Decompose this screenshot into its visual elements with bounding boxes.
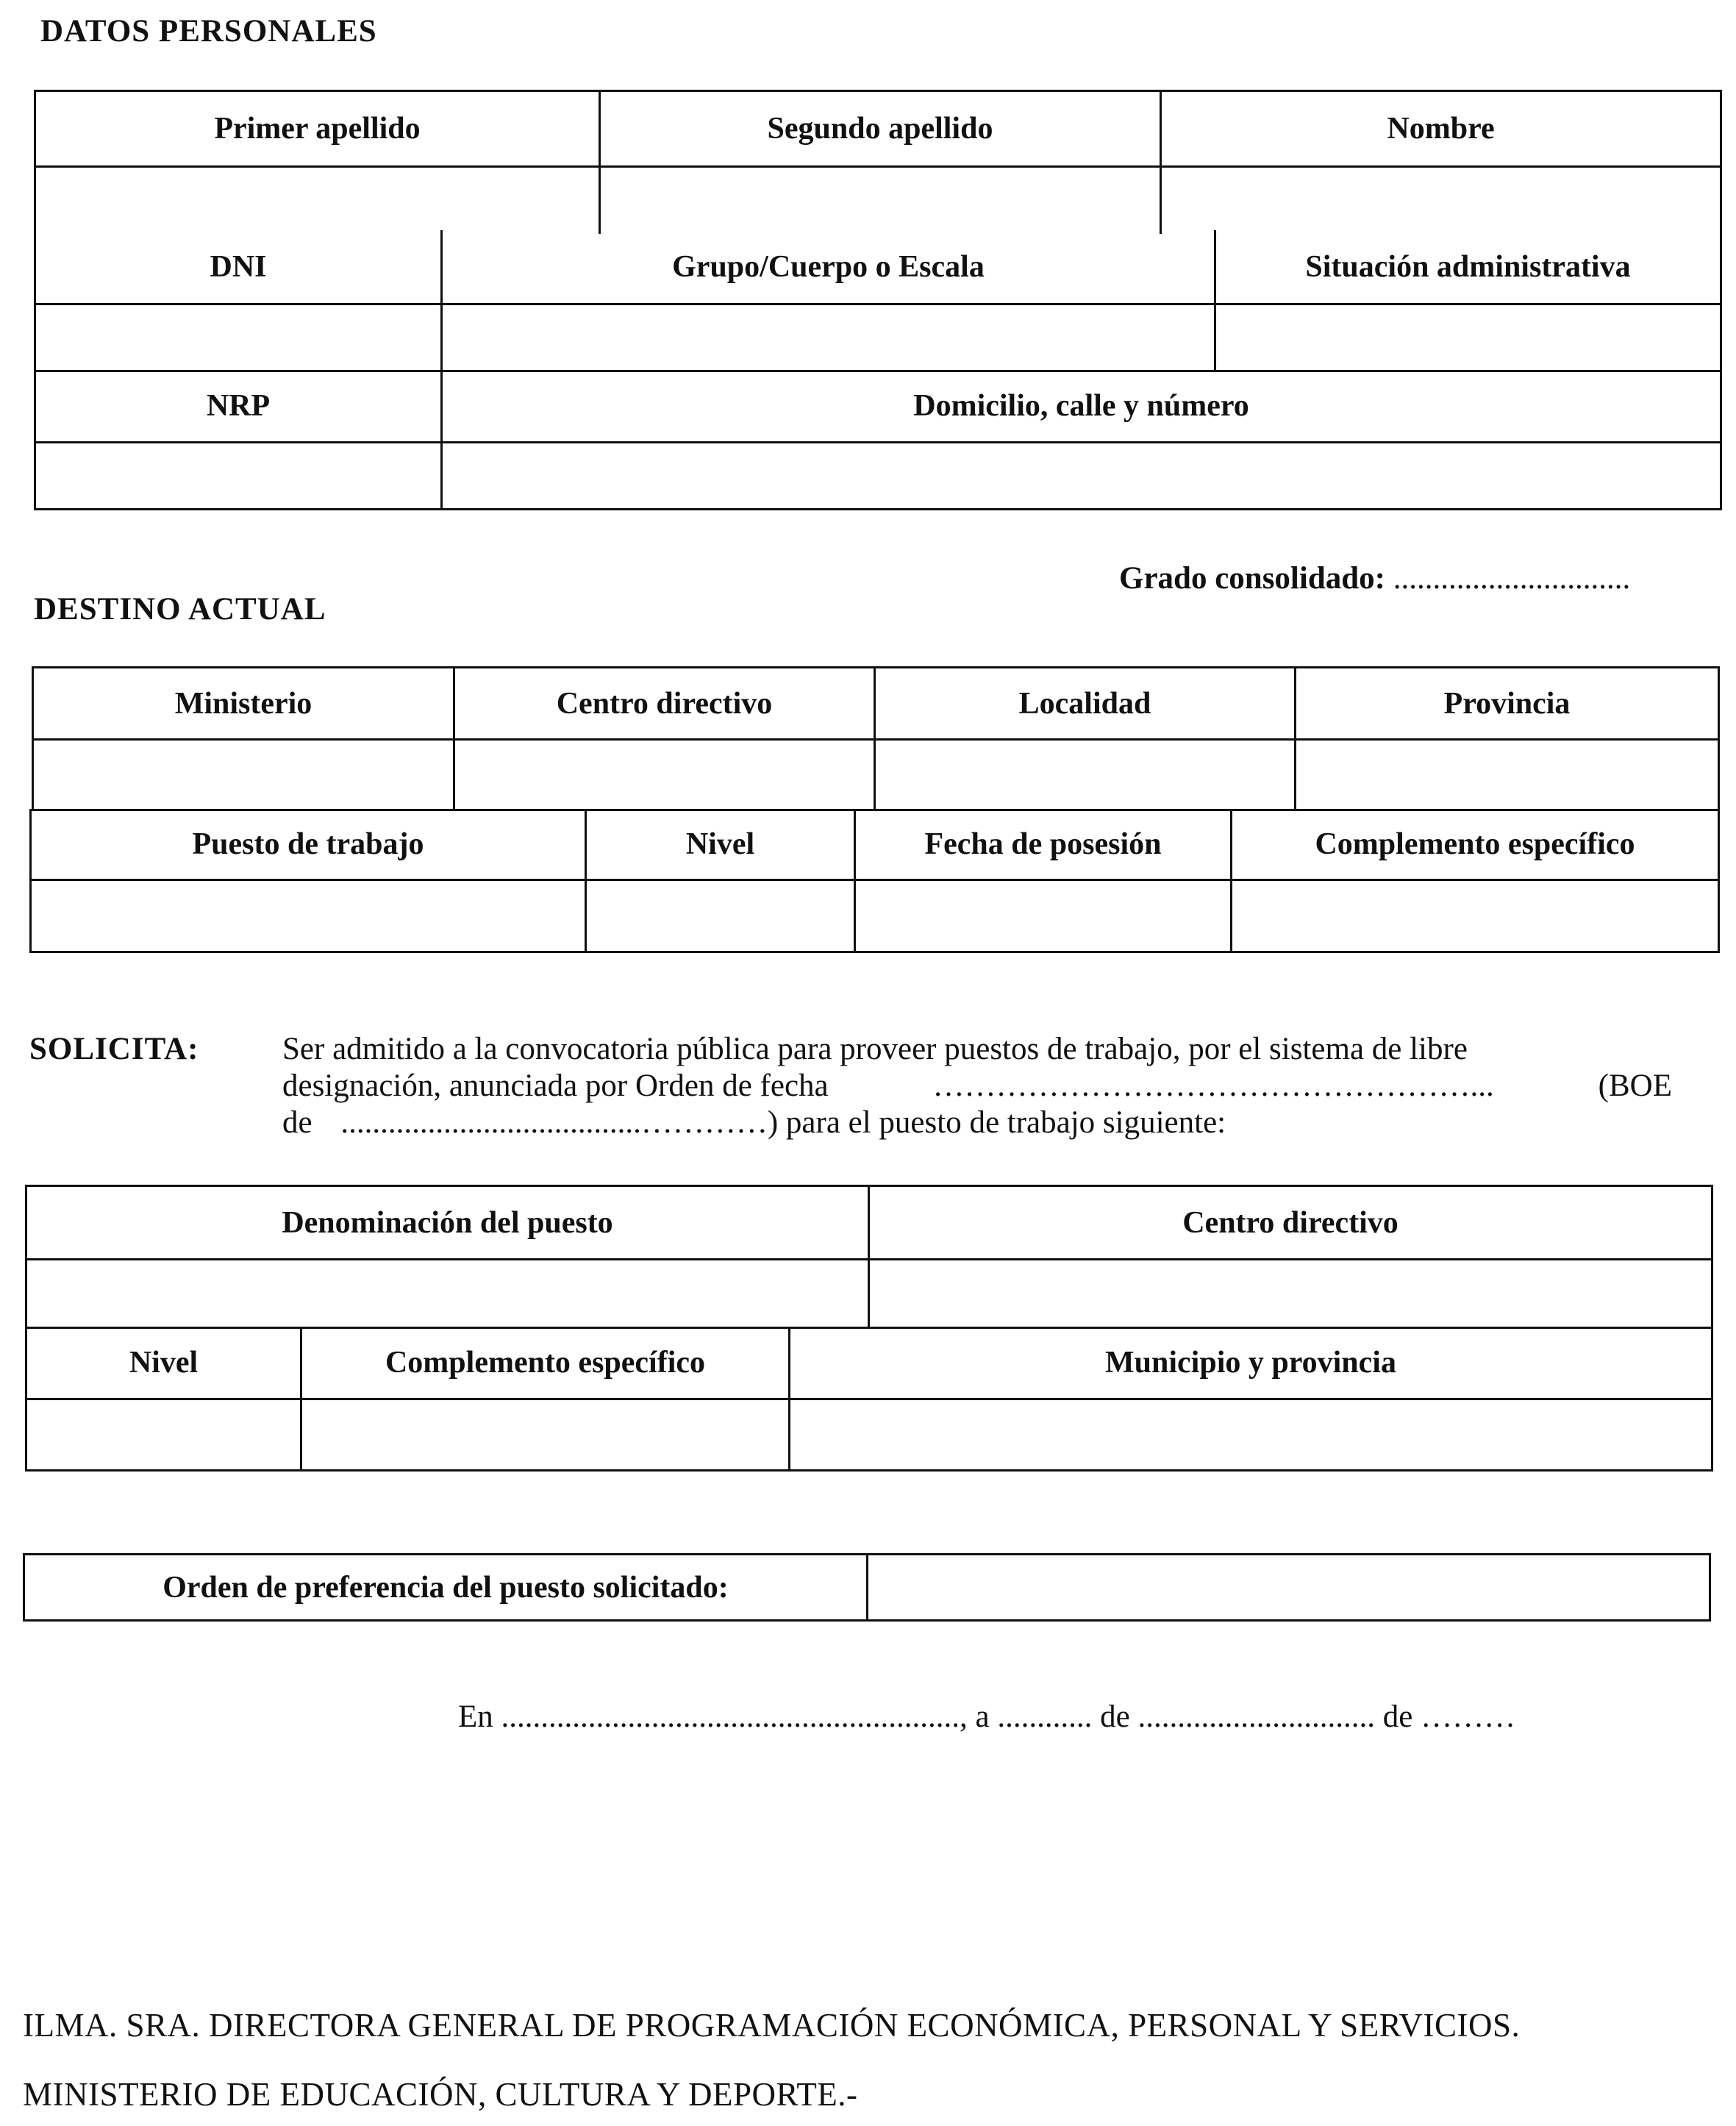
fecha-de-2: de xyxy=(1382,1699,1413,1734)
section-title-destino-actual: DESTINO ACTUAL xyxy=(34,592,326,627)
header-provincia: Provincia xyxy=(1296,668,1718,741)
header-denominacion-del-puesto: Denominación del puesto xyxy=(27,1187,870,1260)
solicita-line-2 xyxy=(282,1068,1672,1105)
solicita-line-2-start: designación, anunciada por Orden de fecha xyxy=(282,1069,829,1103)
field-complemento-especifico[interactable] xyxy=(1232,881,1718,951)
header-puesto-centro-directivo: Centro directivo xyxy=(870,1187,1711,1260)
field-domicilio[interactable] xyxy=(443,443,1720,508)
header-domicilio: Domicilio, calle y número xyxy=(443,370,1720,443)
addressee-line-2: MINISTERIO DE EDUCACIÓN, CULTURA Y DEPORTE.- xyxy=(23,2076,858,2113)
fecha-lugar-line xyxy=(458,1699,1515,1736)
section-title-datos-personales: DATOS PERSONALES xyxy=(40,14,377,49)
field-primer-apellido[interactable] xyxy=(36,168,601,234)
header-puesto-complemento-especifico: Complemento específico xyxy=(302,1327,790,1400)
field-municipio-y-provincia[interactable] xyxy=(790,1400,1711,1469)
field-denominacion-del-puesto[interactable] xyxy=(27,1260,870,1329)
solicita-line-1 xyxy=(282,1031,1672,1068)
field-localidad[interactable] xyxy=(876,741,1296,811)
solicita-line-3-end: ) para el puesto de trabajo siguiente: xyxy=(767,1105,1226,1140)
header-centro-directivo: Centro directivo xyxy=(455,668,876,741)
field-puesto-nivel[interactable] xyxy=(27,1400,302,1469)
field-grupo-cuerpo-escala[interactable] xyxy=(443,305,1216,370)
header-localidad: Localidad xyxy=(876,668,1296,741)
field-dni[interactable] xyxy=(36,305,443,370)
header-fecha-de-posesion: Fecha de posesión xyxy=(856,809,1232,881)
solicita-label: SOLICITA: xyxy=(29,1032,199,1066)
field-puesto-centro-directivo[interactable] xyxy=(870,1260,1711,1329)
preferencia-table xyxy=(23,1553,1711,1622)
field-segundo-apellido[interactable] xyxy=(601,168,1162,234)
destino-actual-table-a xyxy=(32,666,1720,811)
header-ministerio: Ministerio xyxy=(34,668,455,741)
field-puesto-complemento-especifico[interactable] xyxy=(302,1400,790,1469)
solicita-line-1-text: Ser admitido a la convocatoria pública para proveer puestos de trabajo, por el sistema de libre xyxy=(282,1032,1468,1066)
field-nrp[interactable] xyxy=(36,443,443,508)
puesto-table-a xyxy=(25,1185,1713,1329)
header-complemento-especifico: Complemento específico xyxy=(1232,809,1718,881)
field-nivel[interactable] xyxy=(587,881,856,951)
grado-consolidado-dots[interactable]: .............................. xyxy=(1393,561,1631,596)
field-provincia[interactable] xyxy=(1296,741,1718,811)
grado-consolidado-line xyxy=(1119,560,1630,596)
solicita-line-2-end: (BOE xyxy=(1598,1069,1672,1103)
grado-consolidado-label: Grado consolidado: xyxy=(1119,561,1385,596)
addressee-line-1: ILMA. SRA. DIRECTORA GENERAL DE PROGRAMACIÓN ECONÓMICA, PERSONAL Y SERVICIOS. xyxy=(23,2007,1521,2044)
mes-dots[interactable]: .............................. xyxy=(1137,1699,1375,1734)
datos-personales-table-c xyxy=(34,370,1722,510)
field-puesto-de-trabajo[interactable] xyxy=(32,881,587,951)
field-nombre[interactable] xyxy=(1162,168,1720,234)
header-nombre: Nombre xyxy=(1162,92,1720,168)
fecha-en: En xyxy=(458,1699,493,1734)
field-centro-directivo[interactable] xyxy=(455,741,876,811)
header-municipio-y-provincia: Municipio y provincia xyxy=(790,1327,1711,1400)
solicita-text xyxy=(282,1031,1672,1141)
field-fecha-de-posesion[interactable] xyxy=(856,881,1232,951)
field-situacion-administrativa[interactable] xyxy=(1216,305,1720,370)
puesto-table-b xyxy=(25,1327,1713,1472)
field-orden-preferencia[interactable] xyxy=(868,1555,1709,1619)
header-situacion-administrativa: Situación administrativa xyxy=(1216,230,1720,305)
solicita-line-3 xyxy=(282,1105,1672,1141)
header-nrp: NRP xyxy=(36,370,443,443)
lugar-dots[interactable]: .........................................................., xyxy=(501,1699,968,1734)
field-ministerio[interactable] xyxy=(34,741,455,811)
header-puesto-nivel: Nivel xyxy=(27,1327,302,1400)
fecha-de-1: de xyxy=(1100,1699,1130,1734)
orden-fecha-dots[interactable]: ……………………………………………... xyxy=(932,1069,1494,1103)
header-nivel: Nivel xyxy=(587,809,856,881)
header-segundo-apellido: Segundo apellido xyxy=(601,92,1162,168)
destino-actual-table-b xyxy=(29,809,1720,953)
header-grupo-cuerpo-escala: Grupo/Cuerpo o Escala xyxy=(443,230,1216,305)
fecha-a: a xyxy=(975,1699,990,1734)
solicita-line-3-start: de xyxy=(282,1105,312,1140)
header-primer-apellido: Primer apellido xyxy=(36,92,601,168)
boe-date-dots[interactable]: ......................................………… xyxy=(340,1105,768,1140)
header-puesto-de-trabajo: Puesto de trabajo xyxy=(32,809,587,881)
anio-dots[interactable]: ……… xyxy=(1421,1699,1516,1734)
datos-personales-table-b xyxy=(34,230,1722,372)
dia-dots[interactable]: ............ xyxy=(997,1699,1093,1734)
preferencia-label: Orden de preferencia del puesto solicitado: xyxy=(25,1555,868,1619)
header-dni: DNI xyxy=(36,230,443,305)
